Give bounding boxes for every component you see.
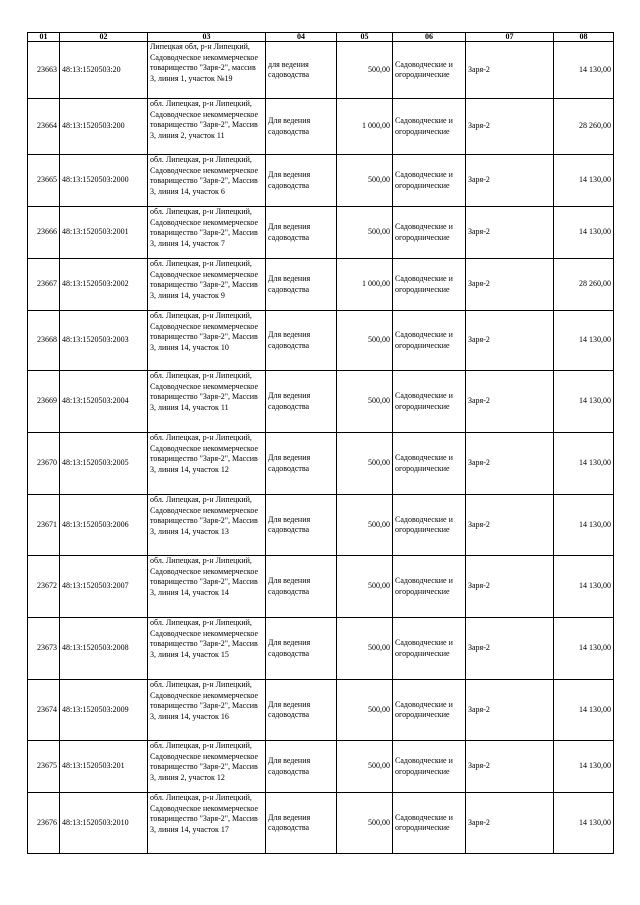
table-row: [28, 680, 614, 741]
registry-table: [27, 32, 614, 854]
address-text: обл. Липецкая, р-н Липецкий, Садоводческое некоммерческое товарищество "Заря-2", Массив 3, линия 14, участок 7: [150, 207, 259, 248]
value-cell: 14 130,00: [554, 42, 614, 99]
value-cell: 28 260,00: [554, 259, 614, 311]
table-header: [28, 33, 614, 42]
category-cell: Садоводческие и огороднические: [393, 42, 466, 99]
purpose-cell: Для ведения садоводства: [266, 556, 337, 618]
name-cell: Заря-2: [466, 311, 554, 371]
cadastral-number: 48:13:1520503:2008: [60, 618, 148, 680]
category-cell: Садоводческие и огороднические: [393, 99, 466, 155]
cadastral-number: 48:13:1520503:2003: [60, 311, 148, 371]
address-text: Липецкая обл, р-н Липецкий, Садоводческое некоммерческое товарищество "Заря-2", массив 3, линия 1, участок №19: [150, 42, 259, 83]
purpose-cell: Для ведения садоводства: [266, 793, 337, 854]
address-cell: [148, 433, 266, 495]
category-cell: Садоводческие и огороднические: [393, 741, 466, 793]
table-row: [28, 42, 614, 99]
cadastral-number: 48:13:1520503:2005: [60, 433, 148, 495]
area-cell: 500,00: [337, 433, 393, 495]
value-cell: 14 130,00: [554, 371, 614, 433]
purpose-cell: Для ведения садоводства: [266, 99, 337, 155]
value-cell: 14 130,00: [554, 155, 614, 207]
cadastral-number: 48:13:1520503:2007: [60, 556, 148, 618]
column-header-08: 08: [554, 33, 614, 42]
category-cell: Садоводческие и огороднические: [393, 207, 466, 259]
address-cell: [148, 680, 266, 741]
area-cell: 500,00: [337, 495, 393, 556]
value-cell: 14 130,00: [554, 495, 614, 556]
address-cell: [148, 495, 266, 556]
row-number: 23670: [28, 433, 60, 495]
row-number: 23676: [28, 793, 60, 854]
cadastral-number: 48:13:1520503:2000: [60, 155, 148, 207]
value-cell: 14 130,00: [554, 618, 614, 680]
address-text: обл. Липецкая, р-н Липецкий, Садоводческое некоммерческое товарищество "Заря-2", Массив 3, линия 14, участок 11: [150, 371, 259, 412]
area-cell: 500,00: [337, 556, 393, 618]
cadastral-number: 48:13:1520503:2004: [60, 371, 148, 433]
area-cell: 500,00: [337, 741, 393, 793]
name-cell: Заря-2: [466, 793, 554, 854]
address-cell: [148, 311, 266, 371]
name-cell: Заря-2: [466, 207, 554, 259]
address-text: обл. Липецкая, р-н Липецкий, Садоводческое некоммерческое товарищество "Заря-2", Массив 3, линия 2, участок 12: [150, 741, 259, 782]
purpose-cell: Для ведения садоводства: [266, 680, 337, 741]
row-number: 23666: [28, 207, 60, 259]
value-cell: 14 130,00: [554, 207, 614, 259]
row-number: 23665: [28, 155, 60, 207]
name-cell: Заря-2: [466, 99, 554, 155]
table-body: [28, 42, 614, 854]
purpose-cell: Для ведения садоводства: [266, 259, 337, 311]
cadastral-number: 48:13:1520503:20: [60, 42, 148, 99]
area-cell: 500,00: [337, 42, 393, 99]
column-header-02: 02: [60, 33, 148, 42]
name-cell: Заря-2: [466, 680, 554, 741]
column-header-03: 03: [148, 33, 266, 42]
address-cell: [148, 371, 266, 433]
value-cell: 14 130,00: [554, 556, 614, 618]
value-cell: 14 130,00: [554, 741, 614, 793]
row-number: 23668: [28, 311, 60, 371]
cadastral-number: 48:13:1520503:2009: [60, 680, 148, 741]
column-header-01: 01: [28, 33, 60, 42]
column-header-07: 07: [466, 33, 554, 42]
address-cell: [148, 207, 266, 259]
area-cell: 1 000,00: [337, 259, 393, 311]
category-cell: Садоводческие и огороднические: [393, 155, 466, 207]
category-cell: Садоводческие и огороднические: [393, 259, 466, 311]
table-row: [28, 207, 614, 259]
category-cell: Садоводческие и огороднические: [393, 495, 466, 556]
name-cell: Заря-2: [466, 42, 554, 99]
area-cell: 500,00: [337, 207, 393, 259]
area-cell: 500,00: [337, 371, 393, 433]
name-cell: Заря-2: [466, 155, 554, 207]
address-text: обл. Липецкая, р-н Липецкий, Садоводческое некоммерческое товарищество "Заря-2", Массив 3, линия 14, участок 13: [150, 495, 259, 536]
column-header-06: 06: [393, 33, 466, 42]
address-text: обл. Липецкая, р-н Липецкий, Садоводческое некоммерческое товарищество "Заря-2", Массив 3, линия 14, участок 16: [150, 680, 259, 721]
category-cell: Садоводческие и огороднические: [393, 311, 466, 371]
name-cell: Заря-2: [466, 259, 554, 311]
header-row: [28, 33, 614, 42]
name-cell: Заря-2: [466, 741, 554, 793]
purpose-cell: Для ведения садоводства: [266, 155, 337, 207]
address-text: обл. Липецкая, р-н Липецкий, Садоводческое некоммерческое товарищество "Заря-2", Массив 3, линия 2, участок 11: [150, 99, 259, 140]
address-cell: [148, 741, 266, 793]
purpose-cell: Для ведения садоводства: [266, 371, 337, 433]
row-number: 23663: [28, 42, 60, 99]
row-number: 23672: [28, 556, 60, 618]
address-text: обл. Липецкая, р-н Липецкий, Садоводческое некоммерческое товарищество "Заря-2", Массив 3, линия 14, участок 10: [150, 311, 259, 352]
value-cell: 14 130,00: [554, 680, 614, 741]
value-cell: 14 130,00: [554, 793, 614, 854]
address-cell: [148, 155, 266, 207]
table-row: [28, 495, 614, 556]
row-number: 23674: [28, 680, 60, 741]
address-text: обл. Липецкая, р-н Липецкий, Садоводческое некоммерческое товарищество "Заря-2", Массив 3, линия 14, участок 9: [150, 259, 259, 300]
table-row: [28, 793, 614, 854]
value-cell: 28 260,00: [554, 99, 614, 155]
area-cell: 500,00: [337, 793, 393, 854]
name-cell: Заря-2: [466, 371, 554, 433]
category-cell: Садоводческие и огороднические: [393, 618, 466, 680]
cadastral-number: 48:13:1520503:2002: [60, 259, 148, 311]
purpose-cell: Для ведения садоводства: [266, 433, 337, 495]
purpose-cell: Для ведения садоводства: [266, 618, 337, 680]
address-text: обл. Липецкая, р-н Липецкий, Садоводческое некоммерческое товарищество "Заря-2", Массив 3, линия 14, участок 12: [150, 433, 259, 474]
table-row: [28, 433, 614, 495]
purpose-cell: Для ведения садоводства: [266, 741, 337, 793]
table-row: [28, 155, 614, 207]
category-cell: Садоводческие и огороднические: [393, 680, 466, 741]
cadastral-number: 48:13:1520503:200: [60, 99, 148, 155]
cadastral-number: 48:13:1520503:2010: [60, 793, 148, 854]
row-number: 23667: [28, 259, 60, 311]
cadastral-number: 48:13:1520503:2006: [60, 495, 148, 556]
area-cell: 500,00: [337, 311, 393, 371]
value-cell: 14 130,00: [554, 311, 614, 371]
name-cell: Заря-2: [466, 495, 554, 556]
address-cell: [148, 618, 266, 680]
address-text: обл. Липецкая, р-н Липецкий, Садоводческое некоммерческое товарищество "Заря-2", Массив 3, линия 14, участок 15: [150, 618, 259, 659]
table-row: [28, 259, 614, 311]
value-cell: 14 130,00: [554, 433, 614, 495]
row-number: 23671: [28, 495, 60, 556]
cadastral-number: 48:13:1520503:201: [60, 741, 148, 793]
category-cell: Садоводческие и огороднические: [393, 371, 466, 433]
row-number: 23664: [28, 99, 60, 155]
table-row: [28, 99, 614, 155]
address-text: обл. Липецкая, р-н Липецкий, Садоводческое некоммерческое товарищество "Заря-2", Массив 3, линия 14, участок 14: [150, 556, 259, 597]
row-number: 23669: [28, 371, 60, 433]
purpose-cell: Для ведения садоводства: [266, 311, 337, 371]
address-cell: [148, 793, 266, 854]
purpose-cell: для ведения садоводства: [266, 42, 337, 99]
column-header-05: 05: [337, 33, 393, 42]
column-header-04: 04: [266, 33, 337, 42]
purpose-cell: Для ведения садоводства: [266, 207, 337, 259]
row-number: 23675: [28, 741, 60, 793]
category-cell: Садоводческие и огороднические: [393, 433, 466, 495]
address-cell: [148, 99, 266, 155]
table-row: [28, 618, 614, 680]
name-cell: Заря-2: [466, 433, 554, 495]
address-cell: [148, 259, 266, 311]
category-cell: Садоводческие и огороднические: [393, 556, 466, 618]
cadastral-number: 48:13:1520503:2001: [60, 207, 148, 259]
purpose-cell: Для ведения садоводства: [266, 495, 337, 556]
row-number: 23673: [28, 618, 60, 680]
address-cell: [148, 42, 266, 99]
name-cell: Заря-2: [466, 556, 554, 618]
table-row: [28, 741, 614, 793]
table-row: [28, 371, 614, 433]
address-cell: [148, 556, 266, 618]
category-cell: Садоводческие и огороднические: [393, 793, 466, 854]
table-row: [28, 311, 614, 371]
address-text: обл. Липецкая, р-н Липецкий, Садоводческое некоммерческое товарищество "Заря-2", Массив 3, линия 14, участок 6: [150, 155, 259, 196]
area-cell: 500,00: [337, 155, 393, 207]
area-cell: 500,00: [337, 680, 393, 741]
area-cell: 1 000,00: [337, 99, 393, 155]
address-text: обл. Липецкая, р-н Липецкий, Садоводческое некоммерческое товарищество "Заря-2", Массив 3, линия 14, участок 17: [150, 793, 259, 834]
name-cell: Заря-2: [466, 618, 554, 680]
table-row: [28, 556, 614, 618]
area-cell: 500,00: [337, 618, 393, 680]
